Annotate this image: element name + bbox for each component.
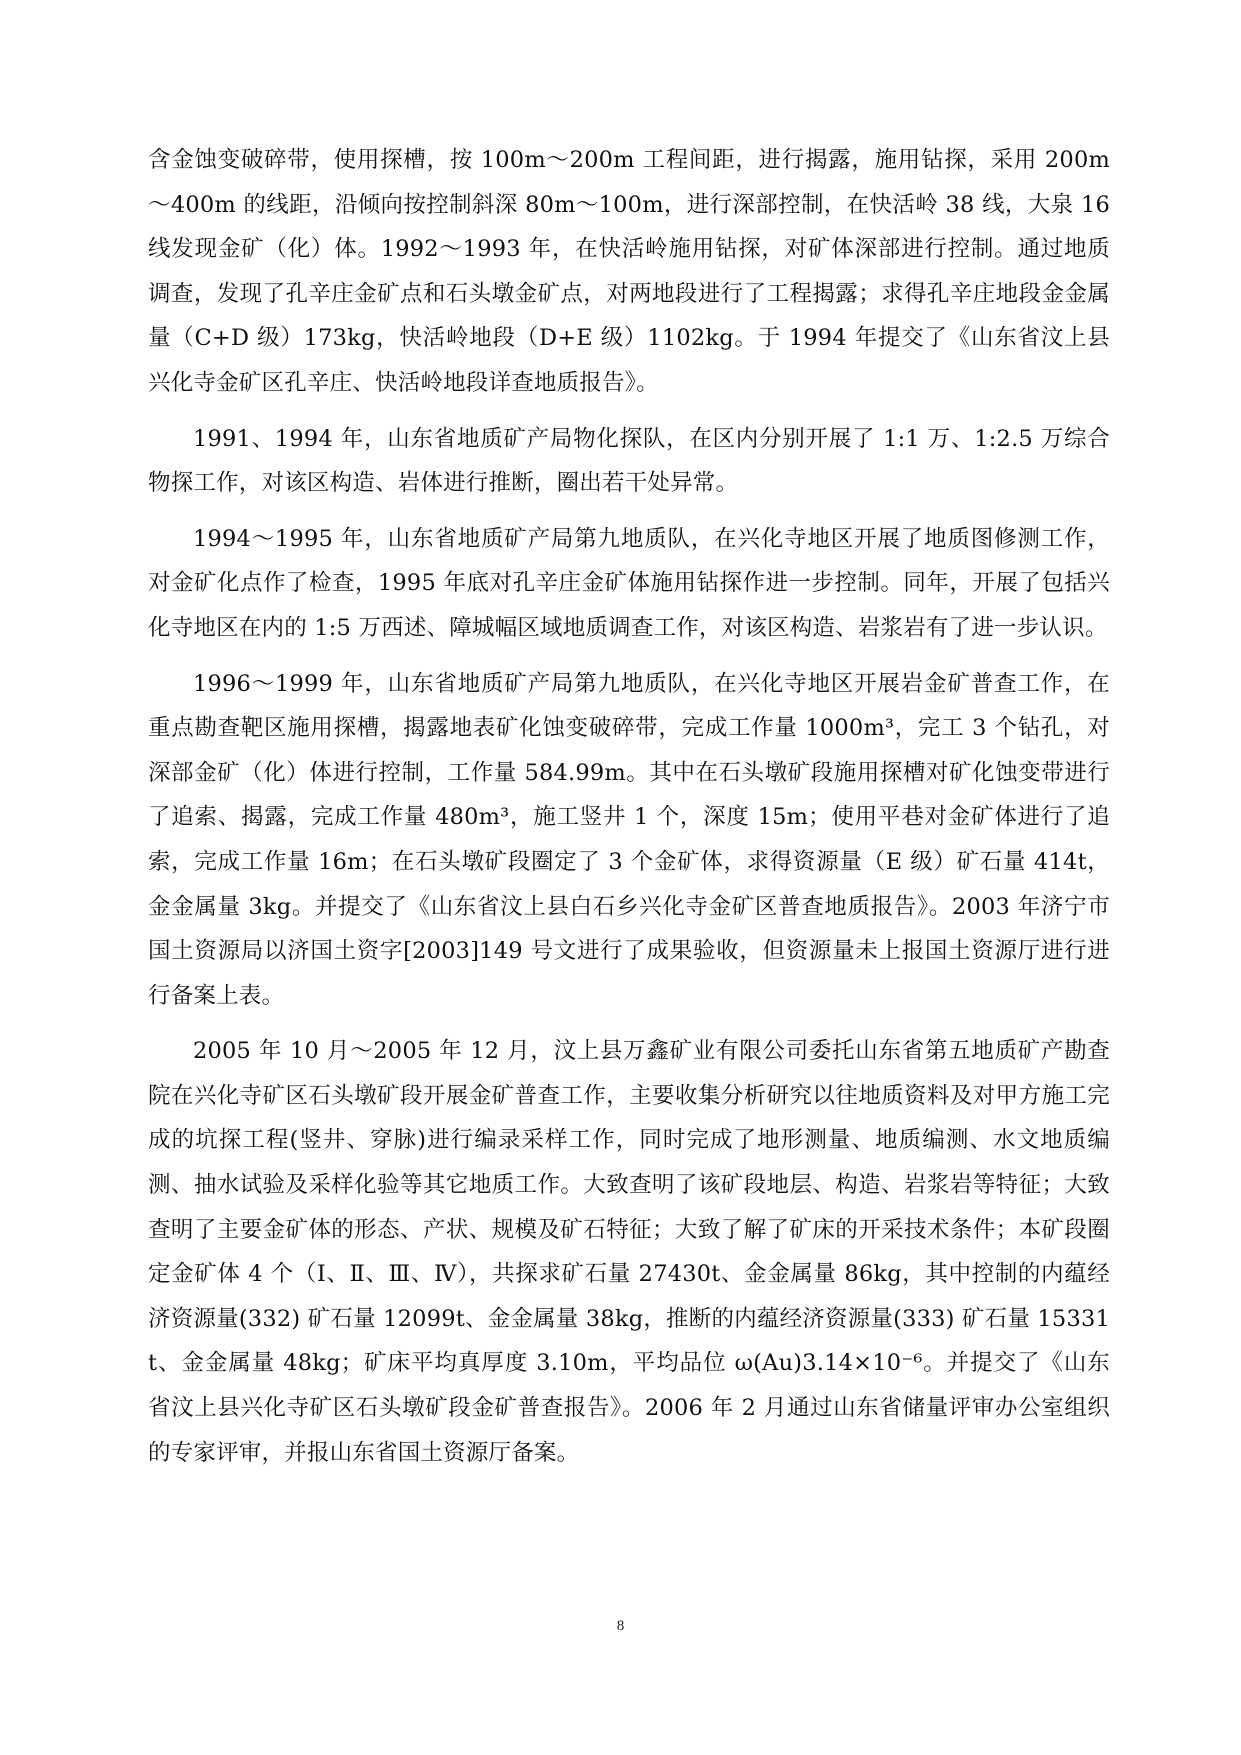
paragraph-1994-1995-mapping: 1994～1995 年，山东省地质矿产局第九地质队，在兴化寺地区开展了地质图修测工作，对金矿化点作了检查，1995 年底对孔辛庄金矿体施用钻探作进一步控制。同年，开展了包括兴化寺地区在内的 1:5 万西述、障城幅区域地质调查工作，对该区构造、岩浆岩有了进一步认识。 — [148, 525, 1110, 641]
paragraph-1991-1994-geophysics: 1991、1994 年，山东省地质矿产局物化探队，在区内分别开展了 1:1 万、1:2.5 万综合物探工作，对该区构造、岩体进行推断，圈出若干处异常。 — [148, 425, 1110, 497]
paragraph-2005-survey: 2005 年 10 月～2005 年 12 月，汶上县万鑫矿业有限公司委托山东省第五地质矿产勘查院在兴化寺矿区石头墩矿段开展金矿普查工作，主要收集分析研究以往地质资料及对甲方施工完成的坑探工程(竖井、穿脉)进行编录采样工作，同时完成了地形测量、地质编测、水文地质编测、抽水试验及采样化验等其它地质工作。大致查明了该矿段地层、构造、岩浆岩等特征；大致查明了主要金矿体的形态、产状、规模及矿石特征；大致了解了矿床的开采技术条件；本矿段圈定金矿体 4 个（Ⅰ、Ⅱ、Ⅲ、Ⅳ），共探求矿石量 27430t、金金属量 86kg，其中控制的内蕴经济资源量(332) 矿石量 12099t、金金属量 38kg，推断的内蕴经济资源量(333) 矿石量 15331t、金金属量 48kg；矿床平均真厚度 3.10m，平均品位 ω(Au)3.14×10⁻⁶。并提交了《山东省汶上县兴化寺矿区石头墩矿段金矿普查报告》。2006 年 2 月通过山东省储量评审办公室组织的专家评审，并报山东省国土资源厅备案。 — [148, 1038, 1110, 1466]
page-number: 8 — [616, 1618, 625, 1634]
body-text — [148, 138, 1110, 1486]
paragraph-1996-1999-survey: 1996～1999 年，山东省地质矿产局第九地质队，在兴化寺地区开展岩金矿普查工作，在重点勘查靶区施用探槽，揭露地表矿化蚀变破碎带，完成工作量 1000m³，完工 3 个钻孔，对深部金矿（化）体进行控制，工作量 584.99m。其中在石头墩矿段施用探槽对矿化蚀变带进行了追索、揭露，完成工作量 480m³，施工竖井 1 个，深度 15m；使用平巷对金矿体进行了追索，完成工作量 16m；在石头墩矿段圈定了 3 个金矿体，求得资源量（E 级）矿石量 414t，金金属量 3kg。并提交了《山东省汶上县白石乡兴化寺金矿区普查地质报告》。2003 年济宁市国土资源局以济国土资字[2003]149 号文进行了成果验收，但资源量未上报国土资源厅进行进行备案上表。 — [148, 670, 1110, 1009]
paragraph-exploration-history-continued: 含金蚀变破碎带，使用探槽，按 100m～200m 工程间距，进行揭露，施用钻探，采用 200m～400m 的线距，沿倾向按控制斜深 80m～100m，进行深部控制，在快活岭 38 线，大泉 16 线发现金矿（化）体。1992～1993 年，在快活岭施用钻探，对矿体深部进行控制。通过地质调查，发现了孔辛庄金矿点和石头墩金矿点，对两地段进行了工程揭露；求得孔辛庄地段金金属量（C+D 级）173kg，快活岭地段（D+E 级）1102kg。于 1994 年提交了《山东省汶上县兴化寺金矿区孔辛庄、快活岭地段详查地质报告》。 — [148, 147, 1110, 396]
